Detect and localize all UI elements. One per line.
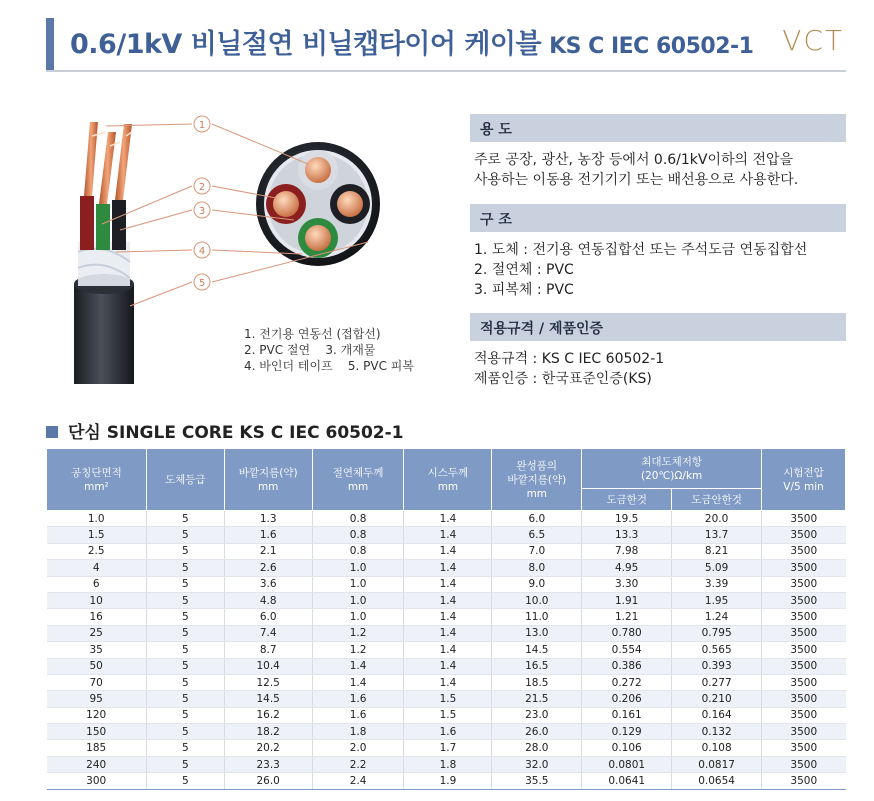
table-cell: 0.8 bbox=[312, 543, 404, 559]
table-cell: 3500 bbox=[762, 707, 846, 723]
table-cell: 6.0 bbox=[492, 511, 582, 527]
table-cell: 10.0 bbox=[492, 592, 582, 608]
table-cell: 18.2 bbox=[224, 724, 312, 740]
table-cell: 1.2 bbox=[312, 625, 404, 641]
table-cell: 35.5 bbox=[492, 773, 582, 789]
col-insulation-thickness: 절연체두께 mm bbox=[312, 449, 404, 511]
table-cell: 6.0 bbox=[224, 609, 312, 625]
table-cell: 16.5 bbox=[492, 658, 582, 674]
table-cell: 3500 bbox=[762, 625, 846, 641]
table-cell: 9.0 bbox=[492, 576, 582, 592]
table-cell: 5 bbox=[146, 576, 224, 592]
table-cell: 3.39 bbox=[672, 576, 762, 592]
table-cell: 2.5 bbox=[47, 543, 147, 559]
table-cell: 1.21 bbox=[582, 609, 672, 625]
col-sheath-thickness: 시스두께 mm bbox=[404, 449, 492, 511]
usage-line: 주로 공장, 광산, 농장 등에서 0.6/1kV이하의 전압을 bbox=[474, 152, 794, 168]
table-cell: 5 bbox=[146, 543, 224, 559]
col-test-voltage: 시험전압 V/5 min bbox=[762, 449, 846, 511]
table-cell: 4 bbox=[47, 560, 147, 576]
table-cell: 120 bbox=[47, 707, 147, 723]
certification-line: 제품인증 : 한국표준인증(KS) bbox=[474, 371, 652, 387]
table-cell: 1.6 bbox=[224, 527, 312, 543]
legend-line: 1. 전기용 연동선 (접합선) bbox=[244, 327, 381, 341]
table-cell: 32.0 bbox=[492, 756, 582, 772]
table-cell: 1.6 bbox=[404, 724, 492, 740]
table-cell: 1.4 bbox=[404, 560, 492, 576]
certification-text bbox=[474, 349, 664, 389]
table-cell: 1.5 bbox=[404, 691, 492, 707]
page-title bbox=[70, 22, 753, 61]
table-cell: 70 bbox=[47, 674, 147, 690]
table-cell: 1.4 bbox=[404, 527, 492, 543]
table-cell: 5 bbox=[146, 756, 224, 772]
table-cell: 10.4 bbox=[224, 658, 312, 674]
table-cell: 150 bbox=[47, 724, 147, 740]
table-cell: 0.277 bbox=[672, 674, 762, 690]
table-cell: 23.0 bbox=[492, 707, 582, 723]
table-cell: 1.4 bbox=[404, 658, 492, 674]
table-cell: 1.5 bbox=[47, 527, 147, 543]
structure-line: 2. 절연체 : PVC bbox=[474, 262, 574, 278]
table-cell: 3500 bbox=[762, 642, 846, 658]
col-area: 공칭단면적 mm² bbox=[47, 449, 147, 511]
table-cell: 7.4 bbox=[224, 625, 312, 641]
table-cell: 1.4 bbox=[312, 674, 404, 690]
table-cell: 2.6 bbox=[224, 560, 312, 576]
table-cell: 1.4 bbox=[404, 674, 492, 690]
col-unplated: 도금안한것 bbox=[672, 489, 762, 511]
spec-table bbox=[46, 448, 846, 790]
table-cell: 2.0 bbox=[312, 740, 404, 756]
col-plated: 도금한것 bbox=[582, 489, 672, 511]
table-row bbox=[47, 756, 846, 772]
table-cell: 10 bbox=[47, 592, 147, 608]
table-cell: 5 bbox=[146, 511, 224, 527]
table-cell: 1.4 bbox=[404, 576, 492, 592]
legend-line: 2. PVC 절연 3. 개재물 bbox=[244, 343, 376, 357]
table-cell: 1.4 bbox=[404, 511, 492, 527]
table-cell: 16.2 bbox=[224, 707, 312, 723]
table-cell: 5 bbox=[146, 707, 224, 723]
table-cell: 185 bbox=[47, 740, 147, 756]
table-cell: 0.161 bbox=[582, 707, 672, 723]
table-cell: 3500 bbox=[762, 740, 846, 756]
table-cell: 3500 bbox=[762, 773, 846, 789]
table-cell: 20.0 bbox=[672, 511, 762, 527]
title-divider bbox=[46, 70, 846, 72]
title-text: 0.6/1kV 비닐절연 비닐캡타이어 케이블 bbox=[70, 29, 542, 60]
callout-2: 2 bbox=[198, 182, 206, 193]
structure-heading: 구 조 bbox=[470, 204, 846, 232]
table-cell: 0.780 bbox=[582, 625, 672, 641]
table-row bbox=[47, 707, 846, 723]
table-cell: 2.2 bbox=[312, 756, 404, 772]
table-cell: 5 bbox=[146, 740, 224, 756]
table-cell: 5.09 bbox=[672, 560, 762, 576]
table-cell: 0.8 bbox=[312, 511, 404, 527]
table-cell: 16 bbox=[47, 609, 147, 625]
title-accent-bar bbox=[46, 18, 54, 70]
table-row bbox=[47, 543, 846, 559]
table-cell: 1.0 bbox=[312, 560, 404, 576]
table-cell: 1.7 bbox=[404, 740, 492, 756]
table-row bbox=[47, 674, 846, 690]
table-cell: 1.95 bbox=[672, 592, 762, 608]
table-row bbox=[47, 724, 846, 740]
table-cell: 3500 bbox=[762, 592, 846, 608]
table-cell: 25 bbox=[47, 625, 147, 641]
table-cell: 3500 bbox=[762, 527, 846, 543]
table-cell: 50 bbox=[47, 658, 147, 674]
table-cell: 3500 bbox=[762, 609, 846, 625]
table-title: 단심 SINGLE CORE KS C IEC 60502-1 bbox=[68, 423, 404, 443]
table-cell: 3500 bbox=[762, 576, 846, 592]
table-row bbox=[47, 658, 846, 674]
table-cell: 0.108 bbox=[672, 740, 762, 756]
table-cell: 1.2 bbox=[312, 642, 404, 658]
col-conductor-class: 도체등급 bbox=[146, 449, 224, 511]
table-cell: 3500 bbox=[762, 756, 846, 772]
table-cell: 12.5 bbox=[224, 674, 312, 690]
table-cell: 3500 bbox=[762, 511, 846, 527]
heading-square-icon bbox=[46, 426, 58, 438]
table-cell: 0.554 bbox=[582, 642, 672, 658]
table-cell: 2.4 bbox=[312, 773, 404, 789]
table-cell: 8.21 bbox=[672, 543, 762, 559]
table-cell: 0.0654 bbox=[672, 773, 762, 789]
table-row bbox=[47, 773, 846, 789]
table-cell: 23.3 bbox=[224, 756, 312, 772]
table-cell: 1.8 bbox=[312, 724, 404, 740]
table-cell: 0.8 bbox=[312, 527, 404, 543]
table-cell: 1.6 bbox=[312, 707, 404, 723]
table-cell: 1.5 bbox=[404, 707, 492, 723]
table-row bbox=[47, 740, 846, 756]
table-cell: 3500 bbox=[762, 560, 846, 576]
table-row bbox=[47, 625, 846, 641]
callout-1: 1 bbox=[198, 120, 206, 131]
table-cell: 14.5 bbox=[224, 691, 312, 707]
table-cell: 14.5 bbox=[492, 642, 582, 658]
table-cell: 0.164 bbox=[672, 707, 762, 723]
table-row bbox=[47, 560, 846, 576]
table-cell: 3500 bbox=[762, 691, 846, 707]
table-cell: 3.6 bbox=[224, 576, 312, 592]
table-cell: 5 bbox=[146, 642, 224, 658]
table-cell: 1.0 bbox=[312, 609, 404, 625]
table-cell: 3500 bbox=[762, 658, 846, 674]
table-cell: 3500 bbox=[762, 543, 846, 559]
callout-5: 5 bbox=[198, 278, 206, 289]
table-cell: 3.30 bbox=[582, 576, 672, 592]
table-cell: 13.7 bbox=[672, 527, 762, 543]
table-cell: 13.3 bbox=[582, 527, 672, 543]
table-cell: 5 bbox=[146, 527, 224, 543]
table-cell: 1.0 bbox=[312, 592, 404, 608]
table-row bbox=[47, 642, 846, 658]
table-cell: 20.2 bbox=[224, 740, 312, 756]
table-cell: 1.4 bbox=[404, 609, 492, 625]
illustration-legend bbox=[244, 326, 414, 374]
table-cell: 0.132 bbox=[672, 724, 762, 740]
table-cell: 35 bbox=[47, 642, 147, 658]
table-cell: 0.0817 bbox=[672, 756, 762, 772]
table-cell: 0.565 bbox=[672, 642, 762, 658]
table-cell: 1.4 bbox=[404, 625, 492, 641]
table-cell: 1.3 bbox=[224, 511, 312, 527]
table-row bbox=[47, 576, 846, 592]
table-heading bbox=[46, 418, 404, 443]
table-cell: 5 bbox=[146, 592, 224, 608]
table-cell: 0.210 bbox=[672, 691, 762, 707]
table-cell: 1.9 bbox=[404, 773, 492, 789]
product-code: VCT bbox=[782, 24, 844, 57]
table-cell: 95 bbox=[47, 691, 147, 707]
table-cell: 4.8 bbox=[224, 592, 312, 608]
callout-3: 3 bbox=[198, 206, 206, 217]
table-cell: 13.0 bbox=[492, 625, 582, 641]
certification-heading: 적용규격 / 제품인증 bbox=[470, 313, 846, 341]
table-cell: 1.8 bbox=[404, 756, 492, 772]
table-cell: 5 bbox=[146, 658, 224, 674]
structure-text bbox=[474, 240, 807, 300]
callout-4: 4 bbox=[198, 246, 206, 257]
table-cell: 26.0 bbox=[224, 773, 312, 789]
table-cell: 0.106 bbox=[582, 740, 672, 756]
table-cell: 0.206 bbox=[582, 691, 672, 707]
table-cell: 1.4 bbox=[404, 642, 492, 658]
table-cell: 1.24 bbox=[672, 609, 762, 625]
usage-heading: 용 도 bbox=[470, 114, 846, 142]
table-cell: 18.5 bbox=[492, 674, 582, 690]
col-max-resistance: 최대도체저항 (20℃)Ω/km bbox=[582, 449, 762, 489]
usage-text bbox=[474, 150, 798, 190]
table-cell: 1.0 bbox=[312, 576, 404, 592]
table-cell: 26.0 bbox=[492, 724, 582, 740]
table-cell: 28.0 bbox=[492, 740, 582, 756]
certification-line: 적용규격 : KS C IEC 60502-1 bbox=[474, 351, 665, 367]
structure-line: 1. 도체 : 전기용 연동집합선 또는 주석도금 연동집합선 bbox=[474, 242, 808, 258]
table-cell: 5 bbox=[146, 674, 224, 690]
table-cell: 5 bbox=[146, 625, 224, 641]
table-cell: 6 bbox=[47, 576, 147, 592]
table-cell: 1.0 bbox=[47, 511, 147, 527]
table-cell: 3500 bbox=[762, 724, 846, 740]
table-cell: 1.4 bbox=[312, 658, 404, 674]
table-cell: 1.4 bbox=[404, 592, 492, 608]
table-cell: 3500 bbox=[762, 674, 846, 690]
col-outer-dia: 바깥지름(약) mm bbox=[224, 449, 312, 511]
table-cell: 0.129 bbox=[582, 724, 672, 740]
table-cell: 0.0641 bbox=[582, 773, 672, 789]
table-cell: 1.6 bbox=[312, 691, 404, 707]
table-row bbox=[47, 511, 846, 527]
table-cell: 1.91 bbox=[582, 592, 672, 608]
table-row bbox=[47, 592, 846, 608]
table-cell: 19.5 bbox=[582, 511, 672, 527]
table-cell: 5 bbox=[146, 609, 224, 625]
table-row bbox=[47, 609, 846, 625]
table-cell: 0.386 bbox=[582, 658, 672, 674]
table-cell: 8.0 bbox=[492, 560, 582, 576]
table-cell: 21.5 bbox=[492, 691, 582, 707]
table-cell: 5 bbox=[146, 724, 224, 740]
table-cell: 0.0801 bbox=[582, 756, 672, 772]
table-cell: 4.95 bbox=[582, 560, 672, 576]
table-cell: 0.393 bbox=[672, 658, 762, 674]
table-cell: 7.98 bbox=[582, 543, 672, 559]
table-cell: 7.0 bbox=[492, 543, 582, 559]
table-cell: 5 bbox=[146, 560, 224, 576]
table-row bbox=[47, 691, 846, 707]
col-finished-dia: 완성품의 바깥지름(약) mm bbox=[492, 449, 582, 511]
table-cell: 0.795 bbox=[672, 625, 762, 641]
table-row bbox=[47, 527, 846, 543]
table-cell: 5 bbox=[146, 773, 224, 789]
title-standard: KS C IEC 60502-1 bbox=[549, 34, 754, 59]
table-cell: 1.4 bbox=[404, 543, 492, 559]
structure-line: 3. 피복체 : PVC bbox=[474, 282, 574, 298]
table-cell: 5 bbox=[146, 691, 224, 707]
table-cell: 240 bbox=[47, 756, 147, 772]
legend-line: 4. 바인더 테이프 5. PVC 피복 bbox=[244, 359, 414, 373]
table-cell: 300 bbox=[47, 773, 147, 789]
table-cell: 8.7 bbox=[224, 642, 312, 658]
table-cell: 2.1 bbox=[224, 543, 312, 559]
table-cell: 11.0 bbox=[492, 609, 582, 625]
table-cell: 6.5 bbox=[492, 527, 582, 543]
usage-line: 사용하는 이동용 전기기기 또는 배선용으로 사용한다. bbox=[474, 172, 799, 188]
table-cell: 0.272 bbox=[582, 674, 672, 690]
